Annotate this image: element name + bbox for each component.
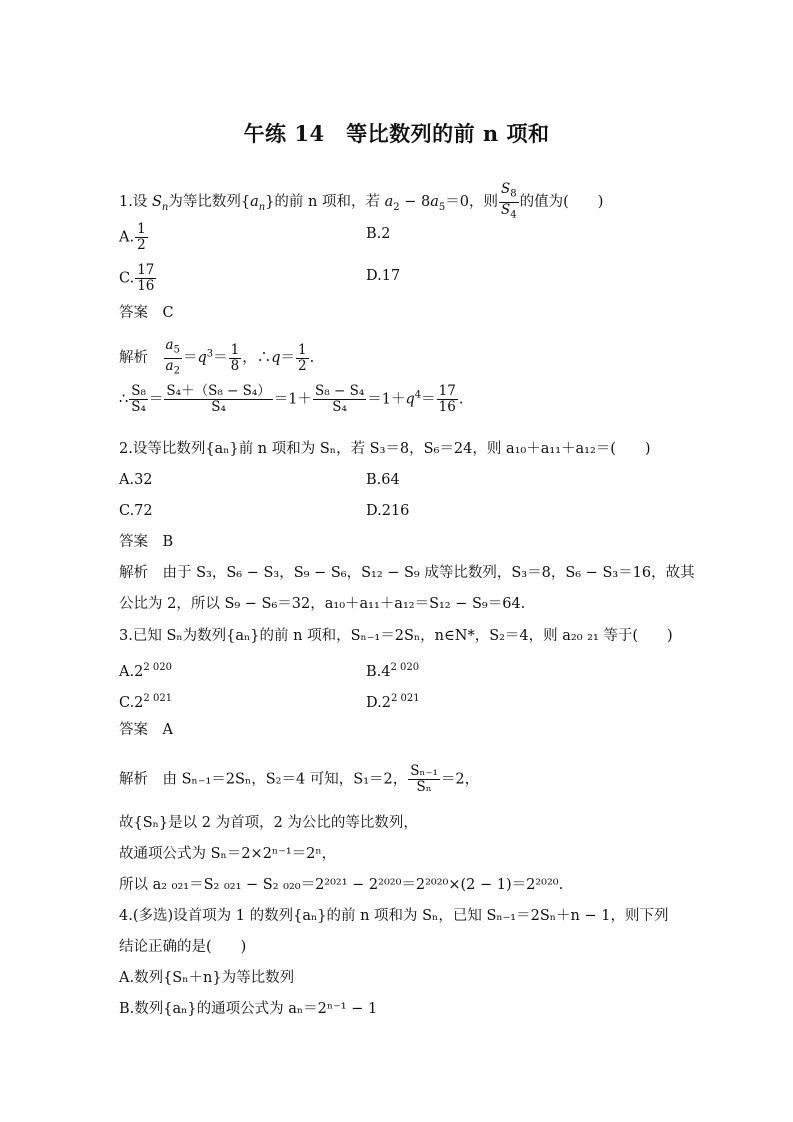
q1-option-b: B.2: [366, 226, 391, 242]
q2-option-b: B.64: [366, 472, 400, 488]
q2-analysis-line1: 解析 由于 S₃，S₆ − S₃，S₉ − S₆，S₁₂ − S₉ 成等比数列，S₃＝8，S₆ − S₃＝16，故其: [119, 565, 695, 581]
q1-stem: 1.设 $S_n$为等比数列$\{a_n\}$的前 n 项和，若 $a_2 - 8a_5=0$，则 $\frac{S_8}{S_4}$ 的值为( ): [119, 181, 604, 221]
q3-analysis-line1: 解析 由 Sₙ₋₁＝2Sₙ，S₂＝4 可知，S₁＝2， $\frac{\text{Sₙ₋₁}}{\text{Sₙ}}$ ＝2，: [119, 763, 480, 795]
q3-answer: 答案 A: [119, 722, 173, 738]
q4-option-b: B.数列{aₙ}的通项公式为 aₙ＝2ⁿ⁻¹ − 1: [119, 1001, 378, 1017]
q1-option-a: A. $\frac{1}{2}$: [119, 221, 146, 253]
q4-stem-line1: 4.(多选)设首项为 1 的数列{aₙ}的前 n 项和为 Sₙ，已知 Sₙ₋₁＝2Sₙ＋n − 1，则下列: [119, 908, 669, 924]
q3-analysis-line4: 所以 a₂ ₀₂₁＝S₂ ₀₂₁ − S₂ ₀₂₀＝2²⁰²¹ − 2²⁰²⁰＝2²⁰²⁰×(2 − 1)＝2²⁰²⁰.: [119, 877, 564, 893]
q3-analysis-line3: 故通项公式为 Sₙ＝2×2ⁿ⁻¹＝2ⁿ，: [119, 846, 337, 862]
q2-option-d: D.216: [366, 503, 410, 519]
q2-option-a: A.32: [119, 472, 153, 488]
q1-stem-fraction: $\frac{S_8}{S_4}$: [500, 181, 517, 221]
q1-analysis-line2: ∴ $\frac{\text{S₈}}{\text{S₄}}$ ＝ $\frac{\text{S₄＋（S₈ − S₄）}}{\text{S₄}}$ ＝1＋ $\frac{\text{S₈ − S₄}}{\text{S₄}}$ $=1+q^4=$ $\frac{17}{16}$ .: [119, 383, 464, 415]
q3-stem: 3.已知 Sₙ为数列{aₙ}的前 n 项和，Sₙ₋₁＝2Sₙ，n∈N*，S₂＝4，则 a₂₀ ₂₁ 等于( ): [119, 628, 673, 644]
q3-option-a: $A.2^{2 020}$: [119, 662, 172, 680]
q2-option-c: C.72: [119, 503, 153, 519]
q4-option-a: A.数列{Sₙ＋n}为等比数列: [119, 970, 295, 986]
q1-option-d: D.17: [366, 268, 401, 284]
q1-analysis-line1: 解析 $\frac{a_5}{a_2}$ $=q^3=$ $\frac{1}{8}$ ，∴q＝ $\frac{1}{2}$ .: [119, 337, 315, 377]
q3-option-d: $D.2^{2 021}$: [366, 693, 420, 711]
q3-analysis-line2: 故{Sₙ}是以 2 为首项，2 为公比的等比数列，: [119, 815, 418, 831]
page-title: 午练 14 等比数列的前 n 项和: [243, 121, 550, 146]
q3-option-c: $C.2^{2 021}$: [119, 693, 173, 711]
q3-option-b: $B.4^{2 020}$: [366, 662, 420, 680]
q1-answer: 答案 C: [119, 305, 174, 321]
q1-option-c: C. $\frac{17}{16}$: [119, 262, 155, 294]
q2-analysis-line2: 公比为 2，所以 S₉ − S₆＝32，a₁₀＋a₁₁＋a₁₂＝S₁₂ − S₉＝64.: [119, 596, 526, 612]
q2-stem: 2.设等比数列{aₙ}前 n 项和为 Sₙ，若 S₃＝8，S₆＝24，则 a₁₀＋a₁₁＋a₁₂＝( ): [119, 441, 651, 457]
q2-answer: 答案 B: [119, 534, 174, 550]
q4-stem-line2: 结论正确的是( ): [119, 939, 247, 955]
